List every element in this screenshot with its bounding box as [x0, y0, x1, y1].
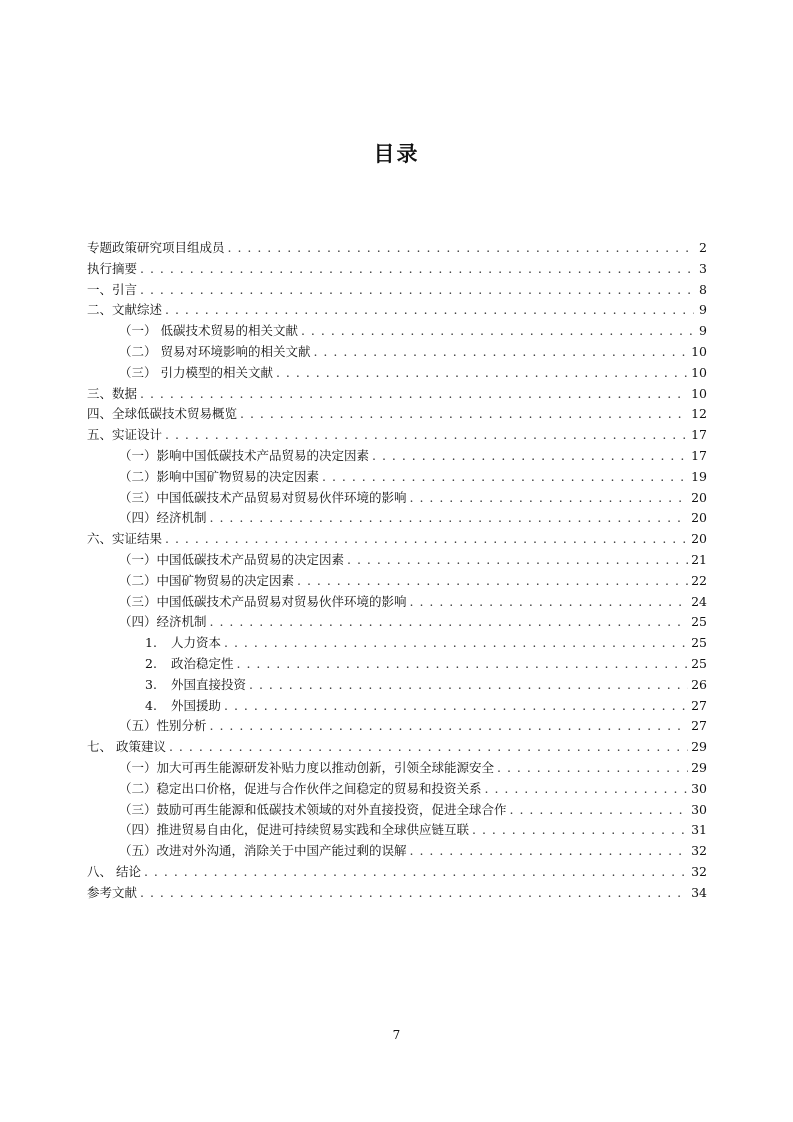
toc-entry-label: 专题政策研究项目组成员: [87, 240, 225, 255]
toc-entry-page: 17: [691, 447, 707, 463]
toc-entry-number: 1.: [145, 635, 157, 651]
toc-leader-dots: [169, 739, 688, 754]
toc-entry[interactable]: [87, 425, 707, 446]
toc-entry-page: 10: [691, 364, 707, 380]
toc-leader-dots: [249, 677, 688, 692]
toc-subsubentry[interactable]: [87, 675, 707, 696]
toc-entry-label: [145, 654, 234, 672]
toc-entry-page: 2: [699, 240, 707, 255]
toc-entry-page: 29: [691, 739, 707, 755]
toc-entry-label: （五）改进对外沟通，消除关于中国产能过剩的误解: [119, 843, 407, 859]
toc-entry-label: （三）中国低碳技术产品贸易对贸易伙伴环境的影响: [119, 489, 407, 505]
toc-entry-page: 22: [691, 572, 707, 588]
page-number: 7: [392, 1028, 401, 1042]
toc-leader-dots: [410, 843, 689, 858]
toc-entry-page: 25: [691, 614, 707, 630]
toc-entry-label: 六、实证结果: [87, 531, 163, 547]
toc-entry-label: （二）影响中国矿物贸易的决定因素: [119, 468, 320, 484]
toc-leader-dots: [313, 344, 688, 359]
toc-entry-page: 32: [691, 843, 707, 859]
toc-leader-dots: [276, 365, 688, 380]
toc-entry-label: （二）稳定出口价格，促进与合作伙伴之间稳定的贸易和投资关系: [119, 780, 482, 796]
toc-entry-page: 31: [691, 822, 707, 838]
toc-entry-page: 34: [691, 884, 707, 900]
toc-entry-page: 29: [691, 759, 707, 775]
toc-entry-label: （一）中国低碳技术产品贸易的决定因素: [119, 551, 345, 567]
toc-entry-label: （四）经济机制: [119, 510, 207, 526]
toc-leader-dots: [510, 802, 689, 817]
toc-subentry[interactable]: [87, 779, 707, 800]
toc-entry-page: 10: [691, 343, 707, 359]
toc-leader-dots: [485, 781, 689, 796]
toc-leader-dots: [144, 864, 688, 879]
toc-entry-number: 2.: [145, 655, 157, 671]
toc-entry-page: 24: [691, 593, 707, 609]
toc-entry-page: 10: [691, 385, 707, 401]
toc-leader-dots: [140, 386, 688, 401]
toc-entry-label: （二）中国矿物贸易的决定因素: [119, 572, 295, 588]
toc-subentry[interactable]: [87, 571, 707, 592]
toc-leader-dots: [140, 885, 688, 900]
toc-entry[interactable]: [87, 862, 707, 883]
toc-entry[interactable]: [87, 883, 707, 904]
toc-entry-page: 20: [691, 531, 707, 547]
toc-entry-label: 三、数据: [87, 385, 138, 401]
toc-leader-dots: [140, 282, 694, 297]
toc-entry[interactable]: [87, 384, 707, 405]
toc-leader-dots: [472, 822, 688, 837]
table-of-contents: [87, 238, 707, 904]
toc-entry-page: 8: [699, 281, 707, 297]
toc-leader-dots: [410, 594, 689, 609]
toc-subentry[interactable]: [87, 550, 707, 571]
toc-entry-page: 9: [699, 323, 707, 339]
toc-entry-page: 30: [691, 801, 707, 817]
toc-entry[interactable]: [87, 737, 707, 758]
toc-leader-dots: [210, 614, 689, 629]
toc-subentry[interactable]: [87, 508, 707, 529]
toc-entry-page: 25: [691, 655, 707, 671]
toc-leader-dots: [228, 240, 694, 255]
toc-entry-label: 五、实证设计: [87, 427, 163, 443]
toc-leader-dots: [165, 302, 694, 317]
toc-subentry[interactable]: [87, 592, 707, 613]
toc-leader-dots: [322, 469, 688, 484]
toc-entry-page: 25: [691, 635, 707, 651]
toc-entry-label: 参考文献: [87, 884, 138, 900]
toc-leader-dots: [410, 490, 689, 505]
toc-subentry[interactable]: [87, 321, 707, 342]
toc-entry-page: 12: [691, 406, 707, 422]
toc-entry-number: 3.: [145, 676, 157, 692]
toc-entry-label: 一、引言: [87, 281, 138, 297]
toc-subentry[interactable]: [87, 800, 707, 821]
toc-entry-label: （四）推进贸易自由化，促进可持续贸易实践和全球供应链互联: [119, 822, 470, 838]
toc-entry-page: 20: [691, 510, 707, 526]
toc-subsubentry[interactable]: [87, 633, 707, 654]
toc-entry-text: 政治稳定性: [171, 655, 234, 671]
toc-subentry[interactable]: [87, 488, 707, 509]
toc-leader-dots: [240, 406, 688, 421]
toc-leader-dots: [224, 698, 688, 713]
toc-entry-label: （一）影响中国低碳技术产品贸易的决定因素: [119, 447, 370, 463]
toc-entry-label: [145, 675, 246, 693]
toc-entry-label: 执行摘要: [87, 260, 138, 276]
toc-subentry[interactable]: [87, 841, 707, 862]
toc-entry-page: 27: [691, 718, 707, 734]
toc-subsubentry[interactable]: [87, 696, 707, 717]
toc-entry-label: （二） 贸易对环境影响的相关文献: [119, 343, 311, 359]
toc-leader-dots: [497, 760, 688, 775]
toc-leader-dots: [210, 718, 689, 733]
toc-title: 目录: [373, 142, 420, 166]
toc-subentry[interactable]: [87, 446, 707, 467]
toc-entry-label: 四、全球低碳技术贸易概览: [87, 406, 238, 422]
toc-entry-label: （三） 引力模型的相关文献: [119, 364, 273, 380]
toc-entry-label: [145, 633, 221, 651]
toc-entry[interactable]: [87, 238, 707, 259]
toc-leader-dots: [165, 531, 688, 546]
toc-entry-page: 30: [691, 780, 707, 796]
toc-entry[interactable]: [87, 280, 707, 301]
toc-leader-dots: [237, 656, 689, 671]
toc-entry[interactable]: [87, 259, 707, 280]
toc-entry-page: 20: [691, 489, 707, 505]
toc-subentry[interactable]: [87, 467, 707, 488]
toc-subentry[interactable]: [87, 758, 707, 779]
toc-entry[interactable]: [87, 529, 707, 550]
toc-leader-dots: [140, 261, 694, 276]
toc-subentry[interactable]: [87, 342, 707, 363]
toc-entry-label: 八、 结论: [87, 863, 141, 879]
toc-entry-label: （三）中国低碳技术产品贸易对贸易伙伴环境的影响: [119, 593, 407, 609]
toc-entry-label: （一） 低碳技术贸易的相关文献: [119, 323, 298, 339]
toc-entry-label: （一）加大可再生能源研发补贴力度以推动创新，引领全球能源安全: [119, 759, 495, 775]
toc-entry-label: （五）性别分析: [119, 718, 207, 734]
toc-leader-dots: [224, 635, 688, 650]
toc-entry-page: 21: [691, 551, 707, 567]
toc-entry-page: 32: [691, 863, 707, 879]
toc-leader-dots: [301, 323, 694, 338]
toc-entry-label: （四）经济机制: [119, 614, 207, 630]
toc-subentry[interactable]: [87, 363, 707, 384]
toc-entry-text: 外国援助: [171, 697, 222, 713]
toc-leader-dots: [347, 552, 688, 567]
toc-entry-label: 七、 政策建议: [87, 739, 166, 755]
toc-entry-label: [145, 696, 221, 714]
toc-leader-dots: [372, 448, 688, 463]
toc-leader-dots: [297, 573, 688, 588]
toc-entry-label: 二、文献综述: [87, 302, 163, 318]
toc-leader-dots: [165, 427, 688, 442]
toc-subsubentry[interactable]: [87, 654, 707, 675]
toc-entry-page: 17: [691, 427, 707, 443]
toc-entry-label: （三）鼓励可再生能源和低碳技术领域的对外直接投资，促进全球合作: [119, 801, 507, 817]
toc-entry-page: 3: [699, 260, 707, 276]
toc-entry-page: 26: [691, 676, 707, 692]
toc-subentry[interactable]: [87, 716, 707, 737]
toc-entry-page: 9: [699, 302, 707, 318]
toc-subentry[interactable]: [87, 820, 707, 841]
toc-subentry[interactable]: [87, 612, 707, 633]
toc-leader-dots: [210, 510, 689, 525]
toc-entry-page: 27: [691, 697, 707, 713]
toc-entry-page: 19: [691, 468, 707, 484]
toc-entry-number: 4.: [145, 697, 157, 713]
toc-entry-text: 人力资本: [171, 635, 222, 651]
toc-entry[interactable]: [87, 404, 707, 425]
toc-entry-text: 外国直接投资: [171, 676, 247, 692]
toc-entry[interactable]: [87, 300, 707, 321]
